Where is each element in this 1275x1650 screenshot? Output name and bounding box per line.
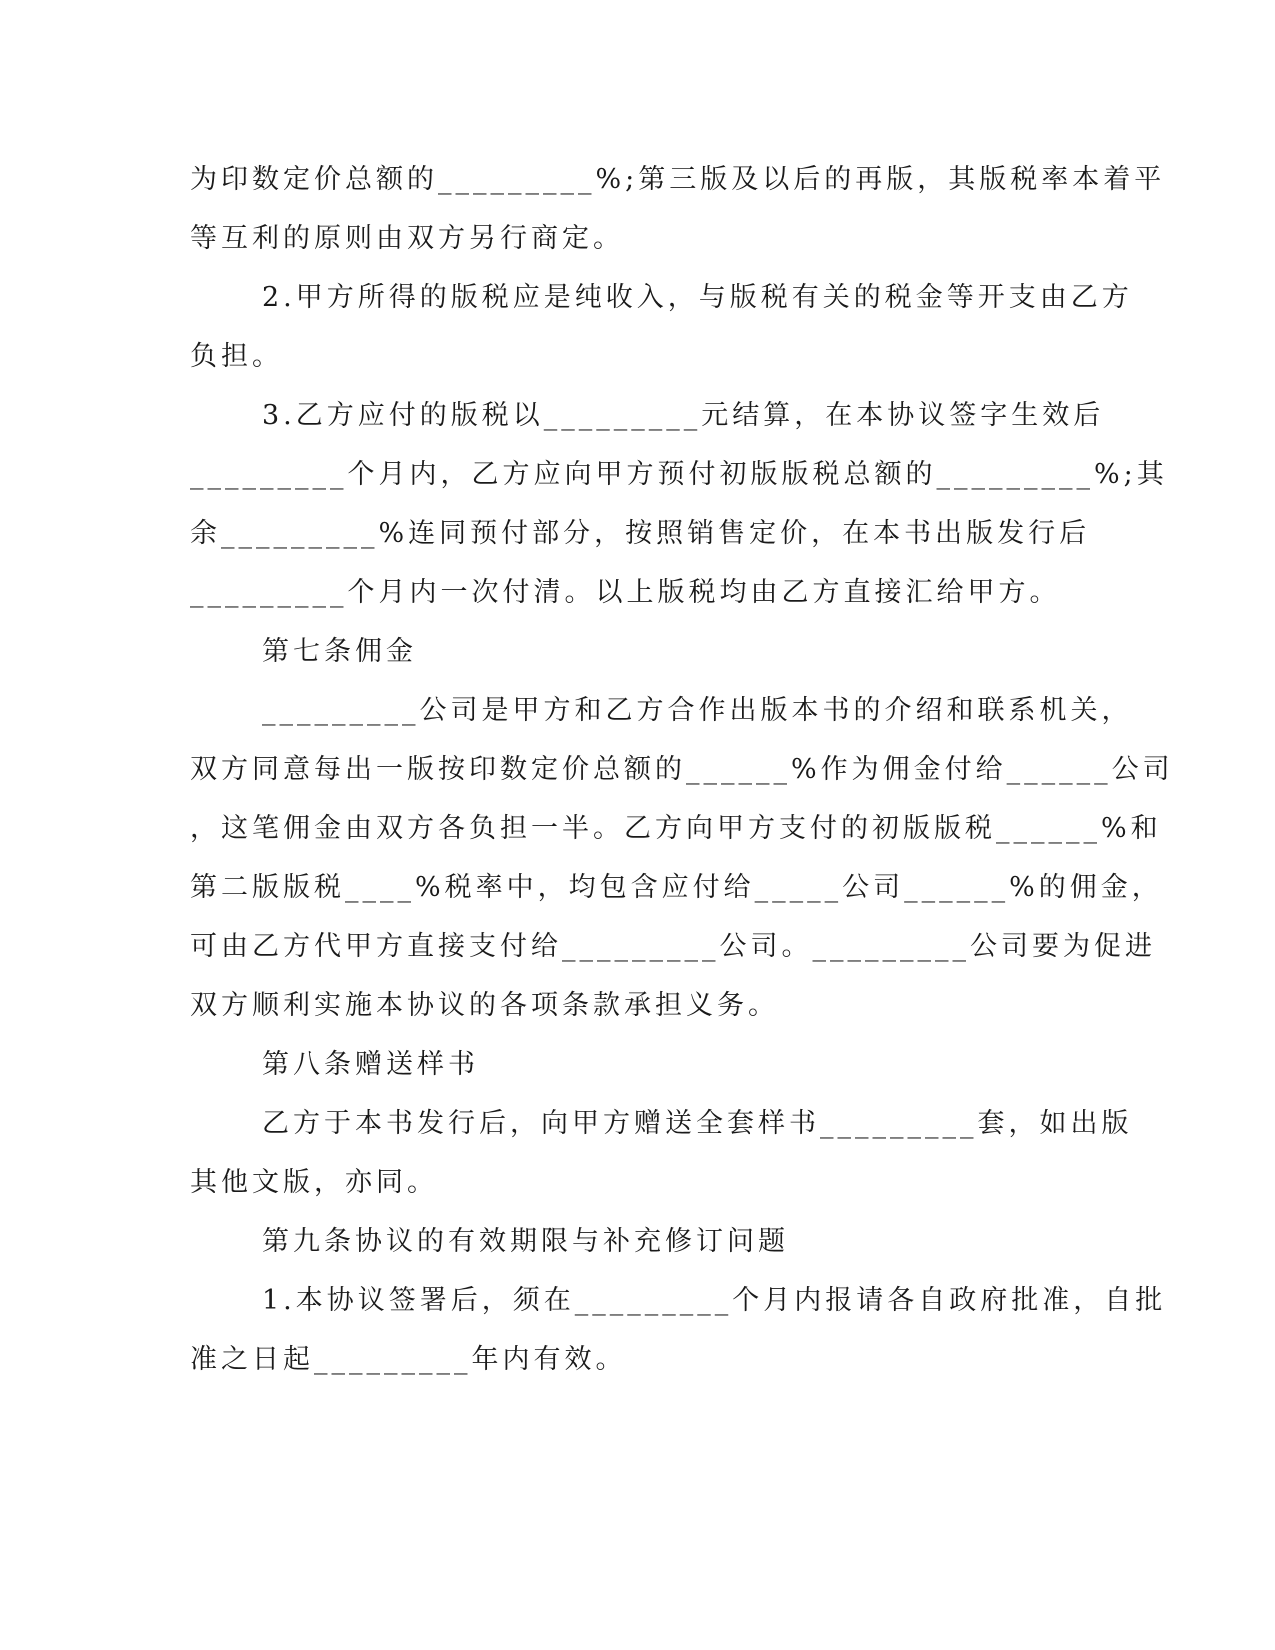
text-line: 负担。: [190, 341, 283, 372]
text-line: 3.乙方应付的版税以_________元结算，在本协议签字生效后: [262, 400, 1105, 431]
text-line: _________个月内一次付清。以上版税均由乙方直接汇给甲方。: [190, 577, 1061, 608]
text-line: 等互利的原则由双方另行商定。: [190, 223, 624, 254]
text-line: 第二版版税____%税率中，均包含应付给_____公司______%的佣金，: [190, 872, 1163, 903]
section-heading: 第九条协议的有效期限与补充修订问题: [262, 1226, 789, 1257]
text-line: 为印数定价总额的_________%;第三版及以后的再版，其版税率本着平: [190, 164, 1166, 195]
text-line: _________公司是甲方和乙方合作出版本书的介绍和联系机关，: [262, 695, 1133, 726]
section-heading: 第七条佣金: [262, 636, 417, 667]
text-line: 可由乙方代甲方直接支付给_________公司。_________公司要为促进: [190, 931, 1156, 962]
section-heading: 第八条赠送样书: [262, 1049, 479, 1080]
text-line: 准之日起_________年内有效。: [190, 1344, 627, 1375]
text-line: 双方同意每出一版按印数定价总额的______%作为佣金付给______公司: [190, 754, 1174, 785]
text-line: 乙方于本书发行后，向甲方赠送全套样书_________套，如出版: [262, 1108, 1133, 1139]
text-line: ，这笔佣金由双方各负担一半。乙方向甲方支付的初版版税______%和: [190, 813, 1162, 844]
text-line: 余_________%连同预付部分，按照销售定价，在本书出版发行后: [190, 518, 1091, 549]
text-line: 双方顺利实施本协议的各项条款承担义务。: [190, 990, 779, 1021]
text-line: 1.本协议签署后，须在_________个月内报请各自政府批准，自批: [262, 1285, 1167, 1316]
text-line: _________个月内，乙方应向甲方预付初版版税总额的_________%;其: [190, 459, 1168, 490]
text-line: 2.甲方所得的版税应是纯收入，与版税有关的税金等开支由乙方: [262, 282, 1133, 313]
text-line: 其他文版，亦同。: [190, 1167, 438, 1198]
